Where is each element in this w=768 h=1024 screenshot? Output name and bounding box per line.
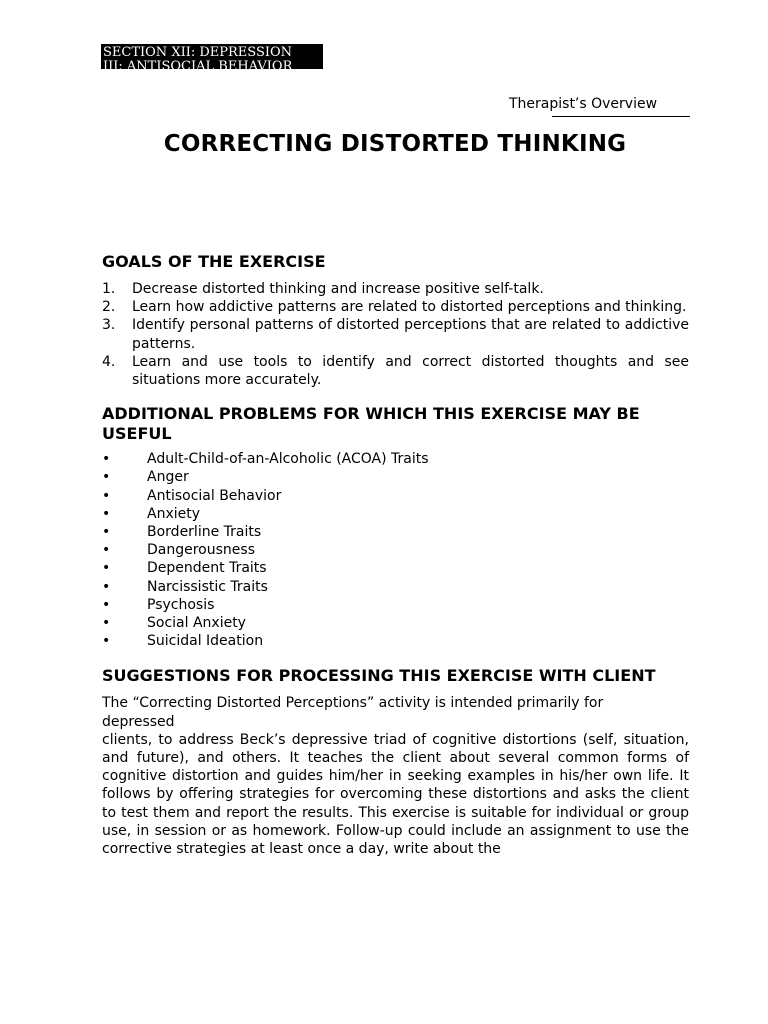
suggestions-heading: SUGGESTIONS FOR PROCESSING THIS EXERCISE WITH CLIENT [102,666,656,686]
problems-heading: ADDITIONAL PROBLEMS FOR WHICH THIS EXERCISE MAY BE USEFUL [102,404,640,444]
list-item [102,596,689,614]
problem-label: Adult-Child-of-an-Alcoholic (ACOA) Traits [147,451,429,468]
section-banner-line-1: SECTION XII: DEPRESSION [103,45,293,60]
bullet-icon: • [102,633,111,650]
bullet-icon: • [102,505,111,522]
goal-number: 2. [102,299,116,316]
goal-item [102,353,689,389]
list-item [102,505,689,523]
bullet-icon: • [102,451,111,468]
goal-item [102,280,689,298]
goal-number: 1. [102,281,116,297]
bullet-icon: • [102,560,111,577]
problem-label: Dangerousness [147,542,255,559]
problem-label: Anxiety [147,505,201,522]
problem-label: Dependent Traits [147,560,267,577]
list-item [102,468,689,486]
list-item [102,578,689,596]
list-item [102,559,689,577]
paragraph-body: clients, to address Beck’s depressive triad of cognitive distortions (self, situation, and future), and others. It teaches the client about several common forms of cognitive distortion and guides him/her in seeking examples in his/her own life. It follows by offering strategies for overcoming these distortions and asks the client to test them and report the results. This exercise is suitable for individual or group use, in session or as homework. Follow-up could include an assignment to use the corrective strategies at least once a day, write about the [102,731,689,858]
goal-text: Learn how addictive patterns are related to distorted perceptions and thinking. [132,299,687,316]
list-item [102,632,689,650]
bullet-icon: • [102,469,111,486]
problem-label: Social Anxiety [147,615,246,632]
bullet-icon: • [102,542,111,559]
therapist-overview-label: Therapist’s Overview [509,96,658,112]
bullet-icon: • [102,487,111,504]
bullet-icon: • [102,615,111,632]
goal-item [102,298,689,316]
goal-number: 4. [102,353,116,370]
problem-label: Suicidal Ideation [147,633,264,650]
paragraph-line-2: depressed [102,713,175,730]
problem-label: Borderline Traits [147,524,262,541]
list-item [102,523,689,541]
suggestions-paragraph [102,694,689,858]
list-item [102,487,689,505]
list-item [102,450,689,468]
goal-number: 3. [102,317,116,334]
bullet-icon: • [102,524,111,541]
bullet-icon: • [102,596,111,613]
page-title: CORRECTING DISTORTED THINKING [163,131,627,157]
problem-label: Narcissistic Traits [147,578,268,595]
problem-label: Psychosis [147,596,215,613]
paragraph-line-1: The “Correcting Distorted Perceptions” activity is intended primarily for [102,695,604,712]
document-body [102,252,689,858]
problems-list [102,450,689,650]
problem-label: Anger [147,469,189,486]
overview-underline [552,116,690,117]
goal-text: Identify personal patterns of distorted perceptions that are related to addictive patterns. [132,317,689,352]
goal-text: Learn and use tools to identify and correct distorted thoughts and see situations more accurately. [132,353,689,389]
section-banner-line-2: III: ANTISOCIAL BEHAVIOR [103,59,293,69]
goals-list [102,280,689,389]
goals-heading: GOALS OF THE EXERCISE [102,252,326,271]
list-item [102,614,689,632]
list-item [102,541,689,559]
bullet-icon: • [102,578,111,595]
goal-text: Decrease distorted thinking and increase positive self-talk. [132,281,544,297]
problem-label: Antisocial Behavior [147,487,282,504]
section-banner [101,44,323,69]
goal-item [102,316,689,352]
